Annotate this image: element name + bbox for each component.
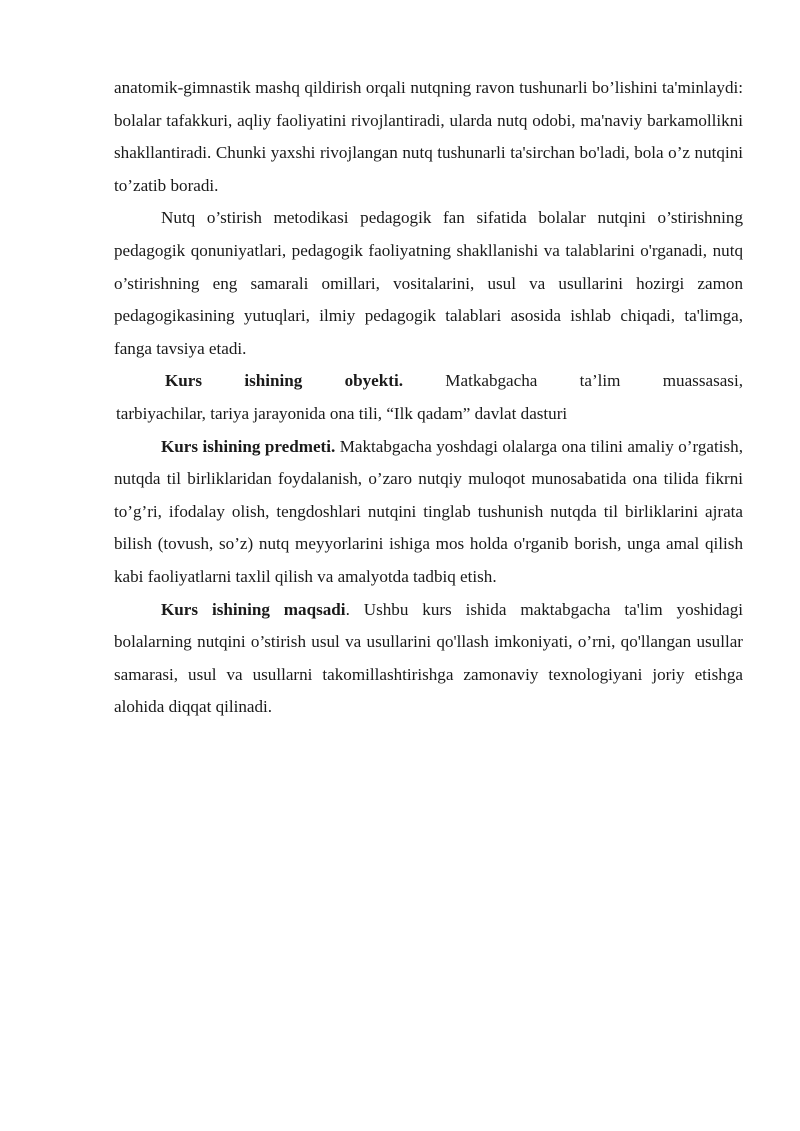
course-object-heading-word-1: Kurs: [165, 371, 203, 391]
course-object-text-continuation: tarbiyachilar, tariya jarayonida ona tili, “Ilk qadam” davlat dasturi: [116, 403, 568, 423]
paragraph-intro-continuation: anatomik-gimnastik mashq qildirish orqali nutqning ravon tushunarli bo’lishini ta'minlaydi: bolalar tafakkuri, aqliy faoliyatini rivojlantiradi, ularda nutq odobi, ma'naviy barkamollikni shakllantiradi. Chunki yaxshi rivojlangan nutq tushunarli ta'sirchan bo'ladi, bola o’z nutqini to’zatib boradi.: [114, 78, 743, 195]
course-goal-heading: Kurs ishining maqsadi: [161, 599, 346, 619]
course-object-heading-word-3: obyekti.: [344, 371, 403, 391]
course-object-first-line: [114, 365, 743, 398]
course-subject-text: Maktabgacha yoshdagi olalarga ona tilini amaliy o’rgatish, nutqda til birliklaridan foydalanish, o’zaro nutqiy muloqot munosabatida ona tilida fikrni to’g’ri, ifodalay olish, tengdoshlari nutqini tinglab tushunish nutqda til birliklarini ajrata bilish (tovush, so’z) nutq meyyorlarini ishiga mos holda o'rganib borish, unga amal qilish kabi faoliyatlarni taxlil qilish va amalyotda tadbiq etish.: [114, 436, 743, 586]
paragraph-methodology: Nutq o’stirish metodikasi pedagogik fan sifatida bolalar nutqini o’stirishning pedagogik qonuniyatlari, pedagogik faoliyatning shakllanishi va talablarini o'rganadi, nutq o’stirishning eng samarali omillari, vositalarini, usul va usullarini hozirgi zamon pedagogikasining yutuqlari, ilmiy pedagogik talablari asosida ishlab chiqadi, ta'limga, fanga tavsiya etadi.: [114, 208, 743, 358]
course-object-text-word-3: muassasasi,: [662, 371, 743, 391]
section-course-object: [114, 365, 743, 430]
course-goal-text: . Ushbu kurs ishida maktabgacha ta'lim yoshidagi bolalarning nutqini o’stirish usul va usullarini qo'llash imkoniyati, o’rni, qo'llangan usullar samarasi, usul va usullarni takomillashtirishga zamonaviy texnologiyani joriy etishga alohida diqqat qilinadi.: [114, 599, 743, 717]
document-body: [114, 72, 743, 724]
section-course-goal: [114, 594, 743, 724]
course-object-text-word-2: ta’lim: [579, 371, 621, 391]
course-subject-heading: Kurs ishining predmeti.: [161, 436, 336, 456]
course-object-heading-word-2: ishining: [244, 371, 303, 391]
section-course-subject: [114, 431, 743, 594]
course-object-text-word-1: Matkabgacha: [445, 371, 538, 391]
